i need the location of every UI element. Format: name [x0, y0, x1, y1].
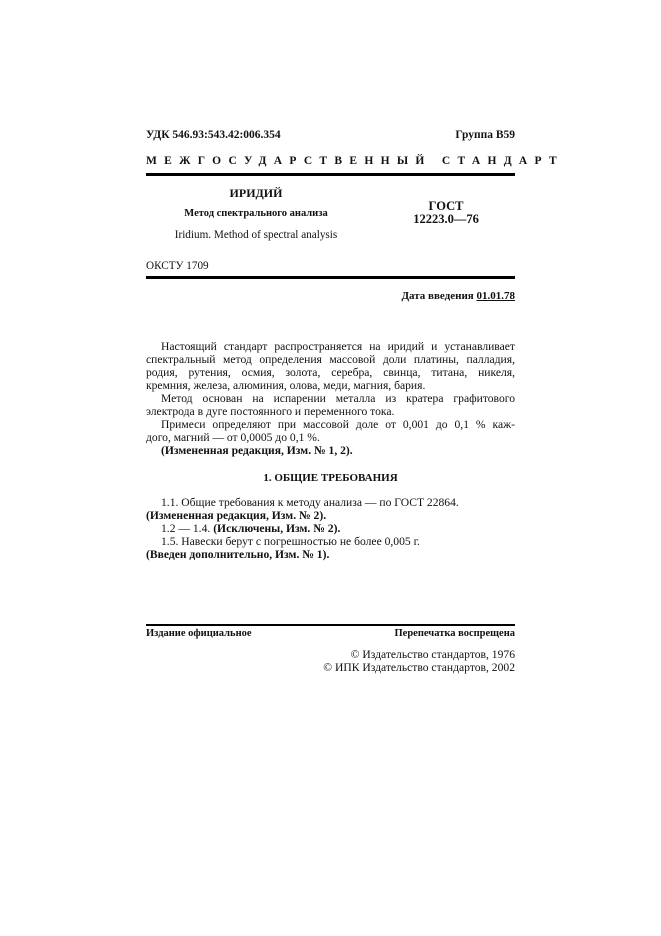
- reprint-prohibited: Перепечатка воспрещена: [394, 628, 515, 639]
- copyright-line: © Издательство стандартов, 1976: [350, 648, 515, 661]
- header-rule: [146, 173, 515, 176]
- footer-row: [146, 628, 515, 639]
- clause-excluded-note: (Исключены, Изм. № 2).: [213, 522, 341, 535]
- clause-range: 1.2 — 1.4.: [161, 522, 211, 535]
- footer-rule: [146, 624, 515, 626]
- clause-1-1: 1.1. Общие требования к методу анализа — по ГОСТ 22864.: [161, 496, 459, 509]
- english-title: Iridium. Method of spectral analysis: [174, 229, 338, 241]
- title-rule: [146, 276, 515, 279]
- clause-1-2-1-4: [146, 522, 515, 535]
- intro-p1-line: Настоящий стандарт распространяется на иридий и устанавливает: [161, 340, 515, 353]
- intro-p2-line: Метод основан на испарении металла из кратера графитового: [161, 392, 515, 405]
- intro-p3-line: Примеси определяют при массовой доле от 0,001 до 0,1 % каж-: [161, 418, 515, 431]
- header-row: [146, 129, 515, 141]
- udk-code: УДК 546.93:543.42:006.354: [146, 129, 281, 141]
- intro-date: [401, 290, 515, 302]
- gost-number: 12223.0—76: [413, 212, 479, 226]
- okstu-code: ОКСТУ 1709: [146, 260, 209, 272]
- copyright-block: [323, 648, 515, 674]
- interstate-standard-banner: МЕЖГОСУДАРСТВЕННЫЙ СТАНДАРТ: [146, 155, 564, 167]
- intro-p3-line: дого, магний — от 0,0005 до 0,1 %.: [146, 431, 320, 444]
- intro-amendment: (Измененная редакция, Изм. № 1, 2).: [161, 444, 353, 457]
- gost-label: ГОСТ: [428, 199, 464, 213]
- intro-date-label: Дата введения: [401, 290, 474, 302]
- official-edition: Издание официальное: [146, 628, 252, 639]
- group-code: Группа В59: [455, 129, 515, 141]
- document-title: ИРИДИЙ: [229, 186, 283, 200]
- section-heading: 1. ОБЩИЕ ТРЕБОВАНИЯ: [263, 472, 398, 484]
- clause-amendment: (Измененная редакция, Изм. № 2).: [146, 509, 327, 522]
- intro-p1-line: родия, рутения, осмия, золота, серебра, свинца, титана, никеля,: [146, 366, 515, 379]
- intro-p2-line: электрода в дуге постоянного и переменного тока.: [146, 405, 395, 418]
- section-1-body: [146, 496, 515, 561]
- intro-p1-line: спектральный метод определения массовой доли платины, палладия,: [146, 353, 515, 366]
- copyright-line: © ИПК Издательство стандартов, 2002: [323, 661, 515, 674]
- document-subtitle: Метод спектрального анализа: [184, 208, 328, 219]
- intro-p1-line: кремния, железа, алюминия, олова, меди, магния, бария.: [146, 379, 426, 392]
- intro-text: [146, 340, 515, 457]
- clause-added-note: (Введен дополнительно, Изм. № 1).: [146, 548, 330, 561]
- clause-1-5: 1.5. Навески берут с погрешностью не более 0,005 г.: [161, 535, 420, 548]
- intro-date-value: 01.01.78: [476, 290, 515, 302]
